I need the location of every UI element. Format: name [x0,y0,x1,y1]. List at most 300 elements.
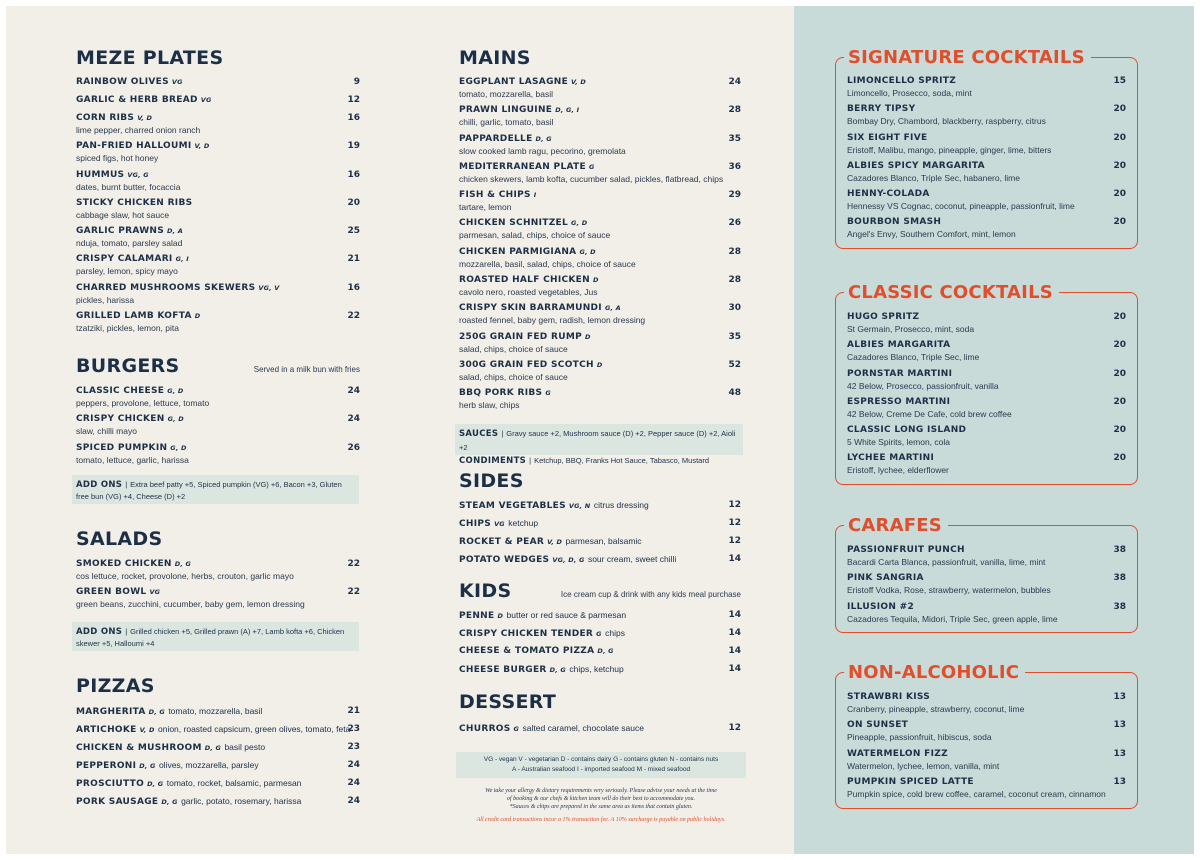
item-title: POTATO WEDGES [459,555,550,565]
burgers-section [76,354,360,470]
drink-price: 20 [1113,453,1126,464]
menu-item [459,627,741,645]
drink-item [847,132,1126,160]
drink-ingredients: Angel's Envy, Southern Comfort, mint, lemon [847,229,1016,240]
drink-ingredients: Cazadores Blanco, Triple Sec, lime [847,352,980,363]
item-price: 28 [728,105,741,116]
item-description: slaw, chilli mayo [76,426,137,437]
item-title: CHURROS [459,724,511,734]
drink-ingredients: 42 Below, Prosecco, passionfruit, vanilla [847,380,999,391]
addons-text: Extra beef patty +5, Spiced pumpkin (VG) +6, Bacon +3, Gluten free bun (VG) +4, Cheese (D) +2 [76,480,342,501]
drink-item [847,601,1126,629]
menu-item [76,413,360,441]
item-title: STEAM VEGETABLES [459,501,566,511]
dietary-tags: I [533,191,537,200]
drink-item [847,396,1126,424]
drink-item [847,311,1126,339]
item-title: CLASSIC CHEESE [76,386,165,396]
sides-section [459,469,741,571]
section-title: MEZE PLATES [76,47,224,69]
menu-item [76,253,360,281]
dietary-tags: D, G [535,134,552,143]
item-description: tomato, mozzarella, basil [168,706,263,716]
item-name [76,94,360,107]
drink-ingredients: Cazadores Blanco, Triple Sec, habanero, lime [847,172,1020,183]
drink-item [847,452,1126,480]
menu-item [76,558,360,586]
salads-list [76,558,360,615]
menu-item [459,663,741,681]
card-title: SIGNATURE COCKTAILS [844,47,1091,69]
drink-ingredients: Bombay Dry, Chambord, blackberry, raspberry, citrus [847,116,1046,127]
item-name [459,302,741,315]
drink-item [847,188,1126,216]
item-title: BBQ PORK RIBS [459,388,543,399]
drink-price: 20 [1113,368,1126,379]
item-description: butter or red sauce & parmesan [506,610,627,620]
item-name [459,359,741,372]
section-title-text: BURGERS [76,355,180,377]
item-name [459,499,741,513]
drink-name: HUGO SPRITZ [847,312,920,322]
section-note: Served in a milk bun with fries [253,365,360,374]
item-title: CHARRED MUSHROOMS SKEWERS [76,282,256,293]
dietary-tags: VG, D, G [552,556,585,564]
dietary-tags: V, D [547,538,563,546]
menu-item [459,104,741,132]
kids-section [459,579,741,681]
item-title: FISH & CHIPS [459,190,531,201]
classic-cocktails-card [835,282,1138,485]
burgers-list [76,385,360,470]
menu-item [459,387,741,415]
item-title: CHEESE BURGER [459,665,547,675]
section-title [76,354,360,378]
drink-name: ALBIES MARGARITA [847,340,951,351]
dietary-tags: VG, N [568,502,591,510]
item-price: 20 [347,197,360,208]
item-description: pickles, harissa [76,294,135,305]
menu-item [459,609,741,627]
item-price: 22 [347,311,360,322]
item-description: slow cooked lamb ragu, pecorino, gremolata [459,145,626,156]
menu-item [76,76,360,94]
kids-list [459,609,741,681]
item-name [459,645,741,658]
menu-item [459,302,741,330]
item-price: 25 [347,226,360,237]
item-name [76,723,360,737]
item-price: 22 [347,587,360,598]
item-price: 19 [347,141,360,152]
allergy-notice [456,787,746,811]
item-price: 35 [728,133,741,144]
item-name [459,627,741,641]
dietary-tags: VG [200,96,212,104]
signature-list [847,75,1126,245]
card-title: CARAFES [844,515,948,537]
card-title: NON-ALCOHOLIC [844,662,1025,684]
item-title: GREEN BOWL [76,587,147,598]
dietary-tags: D, G [549,666,566,674]
drink-name: HENNY-COLADA [847,189,930,200]
item-title: PROSCIUTTO [76,779,145,789]
item-price: 23 [347,742,360,752]
item-price: 14 [728,554,741,564]
item-name [459,517,741,531]
drink-name: PINK SANGRIA [847,573,924,584]
dietary-tags: G, D [571,219,588,228]
menu-item [76,197,360,225]
drink-item [847,339,1126,367]
salads-section [76,527,360,615]
item-name [459,387,741,400]
drink-price: 20 [1113,132,1126,143]
salads-addons-box: ADD ONS | Grilled chicken +5, Grilled prawn (A) +7, Lamb kofta +6, Chicken skewer +5, Halloumi +4 [72,622,359,651]
drink-ingredients: Pumpkin spice, cold brew coffee, caramel, coconut cream, cinnamon [847,788,1106,799]
menu-item [76,723,360,741]
item-name [76,253,360,266]
item-name [76,777,360,791]
item-description: chips [605,628,625,638]
item-price: 26 [347,442,360,453]
item-description: garlic, potato, rosemary, harissa [181,796,302,806]
pizzas-section [76,674,360,813]
drink-ingredients: Eristoff Vodka, Rose, strawberry, watermelon, bubbles [847,585,1051,596]
dietary-tags: D [592,276,599,285]
section-title-text: KIDS [459,580,512,602]
item-description: sour cream, sweet chilli [587,554,677,564]
drink-name: PUMPKIN SPICED LATTE [847,776,974,787]
addons-label: ADD ONS [76,627,123,637]
drink-name: WATERMELON FIZZ [847,748,948,759]
drink-price: 15 [1113,76,1126,86]
addons-label: ADD ONS [76,480,123,490]
drink-price: 20 [1113,340,1126,351]
item-description: salad, chips, choice of sauce [459,343,568,354]
drink-name: STRAWBRI KISS [847,692,931,702]
drink-price: 13 [1113,776,1126,787]
item-name [459,274,741,287]
item-title: ROCKET & PEAR [459,537,545,547]
drink-item [847,572,1126,600]
item-title: 250G GRAIN FED RUMP [459,331,582,342]
item-description: tomato, rocket, balsamic, parmesan [166,778,302,788]
item-price: 9 [353,77,360,87]
item-description: ketchup [508,518,539,528]
item-title: ARTICHOKE [76,725,137,735]
item-description: chicken skewers, lamb kofta, cucumber salad, pickles, flatbread, chips [459,173,724,184]
item-title: CHIPS [459,519,492,529]
item-title: PORK SAUSAGE [76,797,159,807]
item-title: SPICED PUMPKIN [76,442,168,453]
dietary-tags: G, D [170,443,187,452]
item-name [76,558,360,571]
item-price: 24 [347,778,360,788]
dietary-tags: VG [494,520,505,528]
menu-item [76,795,360,813]
item-price: 30 [728,303,741,314]
item-price: 21 [347,706,360,716]
item-name [76,225,360,238]
item-price: 29 [728,190,741,201]
item-name [76,169,360,182]
menu-item [459,553,741,571]
legend-line-1: VG - vegan V - vegetarian D - contains dairy G - contains gluten N - contains nuts [483,756,719,763]
item-price: 22 [347,559,360,569]
menu-item [459,274,741,302]
menu-item [459,517,741,535]
item-description: roasted fennel, baby gem, radish, lemon dressing [459,315,646,326]
menu-item [76,94,360,112]
menu-item [459,535,741,553]
drink-item [847,544,1126,572]
item-title: EGGPLANT LASAGNE [459,77,569,87]
drink-price: 20 [1113,312,1126,322]
item-name [76,197,360,210]
sauces-label: SAUCES [459,429,499,439]
item-description: green beans, zucchini, cucumber, baby gem, lemon dressing [76,599,305,610]
section-title [459,579,741,603]
drink-price: 38 [1113,573,1126,584]
dietary-tags: D [596,360,603,369]
dietary-tags: G, A [604,304,621,313]
drink-name: BERRY TIPSY [847,104,916,115]
item-title: PAPPARDELLE [459,133,533,144]
menu-item [459,189,741,217]
drink-ingredients: 5 White Spirits, lemon, cola [847,437,950,448]
dietary-tags: D [194,312,201,321]
item-price: 14 [728,646,741,656]
dietary-tags: D, G [161,798,178,806]
pizzas-list [76,705,360,813]
item-name [76,112,360,125]
menu-item [76,140,360,168]
item-price: 14 [728,664,741,674]
dietary-tags: D, G [139,762,156,770]
drink-price: 13 [1113,748,1126,759]
item-price: 16 [347,282,360,293]
drink-item [847,424,1126,452]
drink-item [847,368,1126,396]
drink-ingredients: Hennessy VS Cognac, coconut, pineapple, passionfruit, lime [847,201,1075,212]
drink-ingredients: Bacardi Carta Blanca, passionfruit, vanilla, lime, mint [847,557,1046,567]
sides-list [459,499,741,571]
drink-item [847,216,1126,244]
menu-item [459,76,741,104]
item-name [76,586,360,599]
item-description: tzatziki, pickles, lemon, pita [76,323,179,334]
drink-price: 20 [1113,396,1126,407]
drink-price: 20 [1113,217,1126,228]
item-name [459,161,741,174]
notice-line-3: *Sauces & chips are prepared in the same area as items that contain gluten. [509,804,693,810]
item-price: 52 [728,359,741,370]
drink-price: 38 [1113,601,1126,612]
dietary-tags: G [545,389,551,398]
item-name [76,282,360,295]
item-price: 12 [728,518,741,528]
item-title: CRISPY CALAMARI [76,254,173,265]
item-price: 14 [728,628,741,638]
menu-item [76,741,360,759]
item-title: MEDITERRANEAN PLATE [459,161,586,172]
item-description: herb slaw, chips [459,400,520,411]
item-name [459,189,741,202]
surcharge-notice: All credit card transactions incur a 1% transaction fee. A 10% surcharge is payable on public holidays. [476,817,726,823]
item-title: SMOKED CHICKEN [76,559,172,569]
item-description: citrus dressing [593,500,649,510]
item-name [76,795,360,809]
item-description: parsley, lemon, spicy mayo [76,266,178,277]
drink-name: ALBIES SPICY MARGARITA [847,160,985,171]
item-title: RAINBOW OLIVES [76,77,169,87]
dietary-tags: G, D [167,415,184,424]
item-name [76,413,360,426]
menu-item [76,777,360,795]
menu-item [76,705,360,723]
drink-item [847,103,1126,131]
mains-section [459,46,741,416]
item-price: 16 [347,113,360,123]
item-title: STICKY CHICKEN RIBS [76,197,193,208]
item-description: salad, chips, choice of sauce [459,371,568,382]
drink-ingredients: Limoncello, Prosecco, soda, mint [847,88,972,98]
condiments-text: Ketchup, BBQ, Franks Hot Sauce, Tabasco, Mustard [534,456,710,465]
item-name [459,553,741,567]
item-price: 12 [347,95,360,105]
dietary-tags: VG, G [127,170,149,179]
drink-item [847,691,1126,719]
sauces-box: SAUCES | Gravy sauce +2, Mushroom sauce (D) +2, Pepper sauce (D) +2, Aioli +2 CONDIMENTS | Ketchup, BBQ, Franks Hot Sauce, Tabasco, Mustard [455,424,743,455]
item-name [76,442,360,455]
item-title: GRILLED LAMB KOFTA [76,311,192,322]
item-title: ROASTED HALF CHICKEN [459,275,590,286]
sauces-text: Gravy sauce +2, Mushroom sauce (D) +2, Pepper sauce (D) +2, Aioli +2 [459,429,736,452]
item-description: peppers, provolone, lettuce, tomato [76,398,210,408]
item-description: cos lettuce, rocket, provolone, herbs, crouton, garlic mayo [76,571,294,581]
item-description: lime pepper, charred onion ranch [76,125,201,135]
item-price: 12 [728,500,741,510]
menu-item [76,225,360,253]
drink-item [847,719,1126,747]
dietary-tags: VG [149,588,161,597]
item-title: CORN RIBS [76,113,135,123]
drink-ingredients: St Germain, Prosecco, mint, soda [847,324,975,334]
item-price: 28 [728,275,741,286]
item-price: 24 [728,77,741,87]
menu-item [76,442,360,470]
card-title: CLASSIC COCKTAILS [844,282,1059,304]
item-name [459,722,741,736]
item-title: CRISPY SKIN BARRAMUNDI [459,303,602,314]
burgers-addons-box: ADD ONS | Extra beef patty +5, Spiced pumpkin (VG) +6, Bacon +3, Gluten free bun (VG) +4, Cheese (D) +2 [72,475,359,504]
menu-item [459,246,741,274]
item-description: onion, roasted capsicum, green olives, tomato, feta [157,724,351,734]
drink-name: ON SUNSET [847,720,909,731]
item-description: salted caramel, chocolate sauce [522,723,644,733]
item-description: mozzarella, basil, salad, chips, choice of sauce [459,258,636,269]
non-alcoholic-card [835,662,1138,809]
item-title: 300G GRAIN FED SCOTCH [459,359,594,370]
dietary-tags: D, G, I [555,106,580,115]
item-title: PEPPERONI [76,761,137,771]
item-description: parmesan, balsamic [565,536,642,546]
item-name [459,609,741,623]
dietary-tags: V, D [137,114,153,122]
item-title: PRAWN LINGUINE [459,105,553,116]
menu-item [459,217,741,245]
classic-list [847,311,1126,481]
item-name [76,140,360,153]
drink-price: 13 [1113,720,1126,731]
item-title: CRISPY CHICKEN TENDER [459,629,594,639]
drink-name: ESPRESSO MARTINI [847,396,951,407]
menu-item [459,331,741,359]
drink-name: ILLUSION #2 [847,601,915,612]
menu-item [76,169,360,197]
condiments-label: CONDIMENTS [459,456,527,466]
item-title: GARLIC PRAWNS [76,226,165,237]
item-name [76,310,360,323]
item-price: 24 [347,386,360,396]
item-price: 35 [728,331,741,342]
drink-name: LYCHEE MARTINI [847,453,935,464]
section-title: PIZZAS [76,675,155,697]
item-price: 21 [347,254,360,265]
item-name [459,104,741,117]
item-price: 24 [347,414,360,425]
drink-name: LIMONCELLO SPRITZ [847,76,957,86]
item-title: HUMMUS [76,169,125,180]
item-name [459,76,741,89]
item-description: chilli, garlic, tomato, basil [459,117,554,128]
drink-ingredients: Pineapple, passionfruit, hibiscus, soda [847,732,992,743]
drink-price: 38 [1113,545,1126,555]
section-title: DESSERT [459,691,557,713]
menu-item [76,112,360,140]
item-price: 24 [347,796,360,806]
nonalc-list [847,691,1126,804]
menu-item [459,133,741,161]
allergen-legend [456,752,746,778]
item-title: PENNE [459,611,495,621]
item-price: 26 [728,218,741,229]
carafes-card [835,515,1138,633]
menu-item [76,310,360,338]
item-price: 12 [728,723,741,733]
dietary-tags: V, D [571,78,586,86]
dietary-tags: G, D [167,387,184,395]
item-name [459,246,741,259]
dietary-tags: D, G [147,780,164,788]
dietary-tags: D, G [174,560,192,568]
dietary-tags: D, A [167,227,184,236]
dietary-tags: G, D [579,247,596,256]
item-name [76,385,360,398]
drink-ingredients: Cranberry, pineapple, strawberry, coconut, lime [847,704,1025,714]
dietary-tags: G [513,725,520,733]
menu-item [459,499,741,517]
menu-item [459,645,741,663]
dietary-tags: VG, V [258,283,280,292]
item-name [76,76,360,89]
dietary-tags: D, G [597,647,614,655]
dietary-tags: V, D [139,726,155,734]
dietary-tags: VG [171,78,183,86]
item-title: CHEESE & TOMATO PIZZA [459,646,595,656]
menu-item [76,385,360,413]
